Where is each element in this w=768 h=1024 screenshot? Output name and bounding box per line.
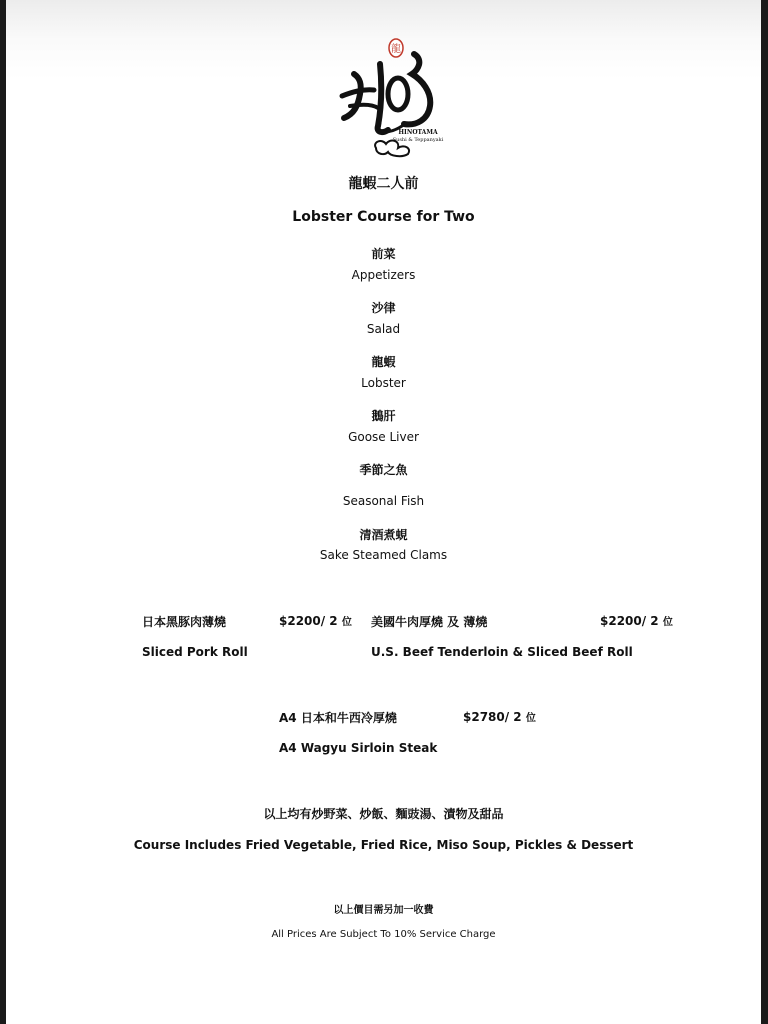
option-beef-price — [600, 613, 673, 628]
price-value: $2200/ 2 — [600, 614, 659, 628]
includes-zh: 以上均有炒野菜、炒飯、麵豉湯、漬物及甜品 — [263, 807, 504, 821]
service-charge-en: All Prices Are Subject To 10% Service Charge — [271, 929, 496, 940]
dragon-calligraphy-icon — [332, 34, 448, 158]
option-beef-zh: 美國牛肉厚燒 及 薄燒 — [371, 615, 488, 629]
course-item-en: Appetizers — [351, 268, 416, 282]
option-wagyu-zh: A4 日本和牛西冷厚燒 — [279, 711, 397, 725]
course-item-en: Seasonal Fish — [342, 494, 425, 508]
option-beef-en: U.S. Beef Tenderloin & Sliced Beef Roll — [371, 645, 633, 659]
option-wagyu-price — [463, 709, 536, 724]
course-item-zh: 前菜 — [371, 247, 396, 261]
course-item-en: Goose Liver — [348, 430, 419, 444]
restaurant-logo — [332, 34, 448, 158]
course-item-zh: 季節之魚 — [359, 463, 408, 477]
price-unit: 位 — [662, 617, 673, 628]
course-item-en: Salad — [366, 322, 401, 336]
service-charge-zh: 以上價目需另加一收費 — [333, 905, 434, 916]
option-pork-zh: 日本黑豚肉薄燒 — [142, 615, 227, 629]
price-unit: 位 — [341, 617, 352, 628]
course-title-en: Lobster Course for Two — [292, 209, 475, 225]
option-wagyu-en: A4 Wagyu Sirloin Steak — [279, 741, 438, 755]
course-item-en: Sake Steamed Clams — [319, 548, 448, 562]
red-seal-icon — [389, 39, 403, 57]
price-value: $2200/ 2 — [279, 614, 338, 628]
course-item-zh: 龍蝦 — [371, 355, 396, 369]
price-value: $2780/ 2 — [463, 710, 522, 724]
course-item-zh: 鵝肝 — [371, 409, 396, 423]
svg-text:龍: 龍 — [391, 44, 401, 55]
option-pork-en: Sliced Pork Roll — [142, 645, 248, 659]
price-unit: 位 — [525, 713, 536, 724]
course-item-zh: 沙律 — [371, 301, 396, 315]
menu-page — [6, 0, 761, 1024]
course-item-en: Lobster — [361, 376, 406, 390]
includes-en: Course Includes Fried Vegetable, Fried Rice, Miso Soup, Pickles & Dessert — [133, 838, 634, 852]
svg-text:Sushi & Teppanyaki: Sushi & Teppanyaki — [392, 137, 444, 143]
option-pork-price — [279, 613, 352, 628]
svg-text:HINOTAMA: HINOTAMA — [398, 129, 438, 136]
course-item-zh: 清酒煮蜆 — [359, 528, 408, 542]
course-title-zh: 龍蝦二人前 — [348, 176, 419, 192]
